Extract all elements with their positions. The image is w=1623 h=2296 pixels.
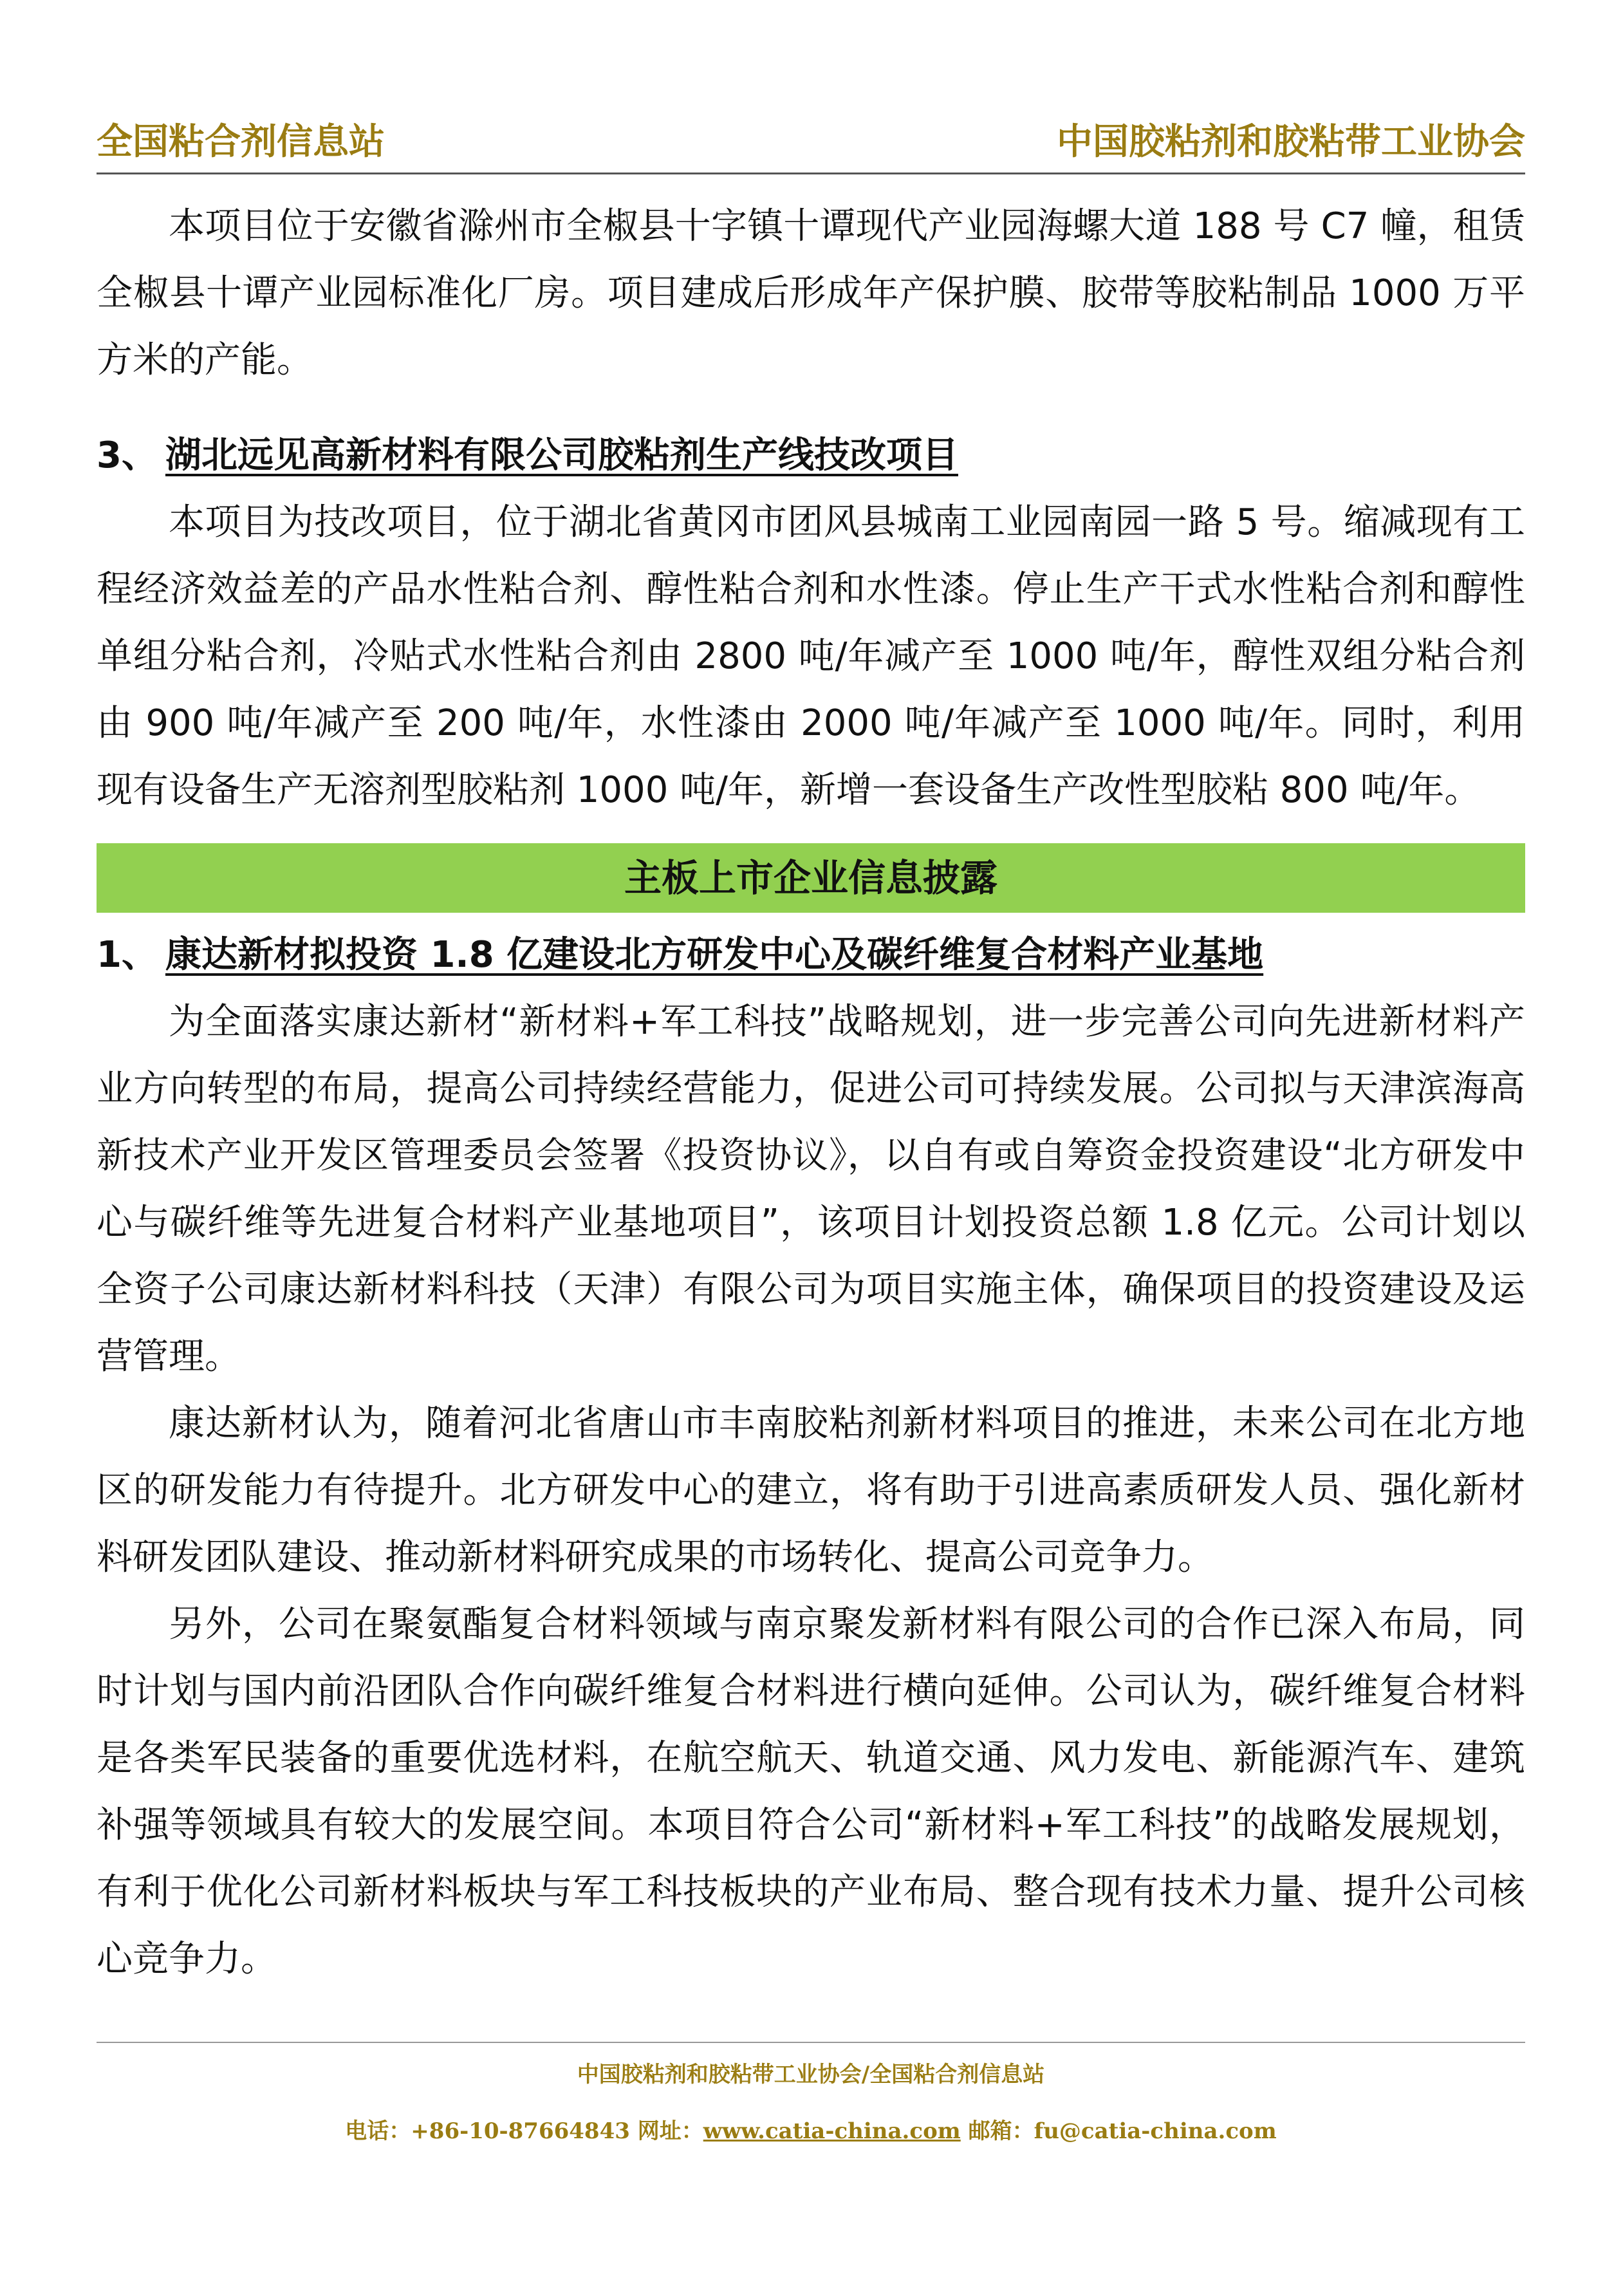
footer-website-link[interactable]: www.catia-china.com: [703, 2118, 961, 2144]
intro-paragraph: 本项目位于安徽省滁州市全椒县十字镇十谭现代产业园海螺大道 188 号 C7 幢，租赁全椒县十谭产业园标准化厂房。项目建成后形成年产保护膜、胶带等胶粘制品 1000 万平方米的产能。: [97, 205, 1525, 381]
section-banner: 主板上市企业信息披露: [97, 843, 1525, 913]
footer-email-label: 邮箱：: [960, 2118, 1034, 2144]
item-3-paragraph: 本项目为技改项目，位于湖北省黄冈市团风县城南工业园南园一路 5 号。缩减现有工程经济效益差的产品水性粘合剂、醇性粘合剂和水性漆。停止生产干式水性粘合剂和醇性单组分粘合剂，冷贴式水性粘合剂由 2800 吨/年减产至 1000 吨/年，醇性双组分粘合剂由 900 吨/年减产至 200 吨/年，水性漆由 2000 吨/年减产至 1000 吨/年。同时，利用现有设备生产无溶剂型胶粘剂 1000 吨/年，新增一套设备生产改性型胶粘 800 吨/年。: [97, 501, 1525, 811]
page-footer: [97, 2042, 1525, 2147]
item-1-number: 1、: [97, 934, 158, 976]
item-3-title: 湖北远见高新材料有限公司胶粘剂生产线技改项目: [165, 434, 958, 476]
page-header: [97, 115, 1525, 174]
item-1-title: 康达新材拟投资 1.8 亿建设北方研发中心及碳纤维复合材料产业基地: [165, 934, 1264, 976]
header-association-name: 中国胶粘剂和胶粘带工业协会: [1057, 121, 1525, 163]
footer-phone: 电话：+86-10-87664843 网址：: [345, 2118, 703, 2144]
footer-contact: [97, 2115, 1525, 2147]
item-1-paragraph-3: 另外，公司在聚氨酯复合材料领域与南京聚发新材料有限公司的合作已深入布局，同时计划与国内前沿团队合作向碳纤维复合材料进行横向延伸。公司认为，碳纤维复合材料是各类军民装备的重要优选材料，在航空航天、轨道交通、风力发电、新能源汽车、建筑补强等领域具有较大的发展空间。本项目符合公司“新材料+军工科技”的战略发展规划，有利于优化公司新材料板块与军工科技板块的产业布局、整合现有技术力量、提升公司核心竞争力。: [97, 1603, 1525, 1980]
header-site-name: 全国粘合剂信息站: [97, 121, 385, 163]
item-1-paragraph-2: 康达新材认为，随着河北省唐山市丰南胶粘剂新材料项目的推进，未来公司在北方地区的研发能力有待提升。北方研发中心的建立，将有助于引进高素质研发人员、强化新材料研发团队建设、推动新材料研究成果的市场转化、提高公司竞争力。: [97, 1403, 1525, 1578]
footer-organization: 中国胶粘剂和胶粘带工业协会/全国粘合剂信息站: [577, 2062, 1045, 2087]
page-content: [97, 193, 1525, 1993]
item-1-paragraph-1: 为全面落实康达新材“新材料+军工科技”战略规划，进一步完善公司向先进新材料产业方向转型的布局，提高公司持续经营能力，促进公司可持续发展。公司拟与天津滨海高新技术产业开发区管理委员会签署《投资协议》，以自有或自筹资金投资建设“北方研发中心与碳纤维等先进复合材料产业基地项目”，该项目计划投资总额 1.8 亿元。公司计划以全资子公司康达新材料科技（天津）有限公司为项目实施主体，确保项目的投资建设及运营管理。: [97, 1001, 1525, 1377]
item-1-heading: [97, 922, 1525, 989]
item-3-number: 3、: [97, 434, 158, 476]
footer-email[interactable]: fu@catia-china.com: [1034, 2118, 1277, 2144]
item-3-heading: [97, 422, 1525, 489]
